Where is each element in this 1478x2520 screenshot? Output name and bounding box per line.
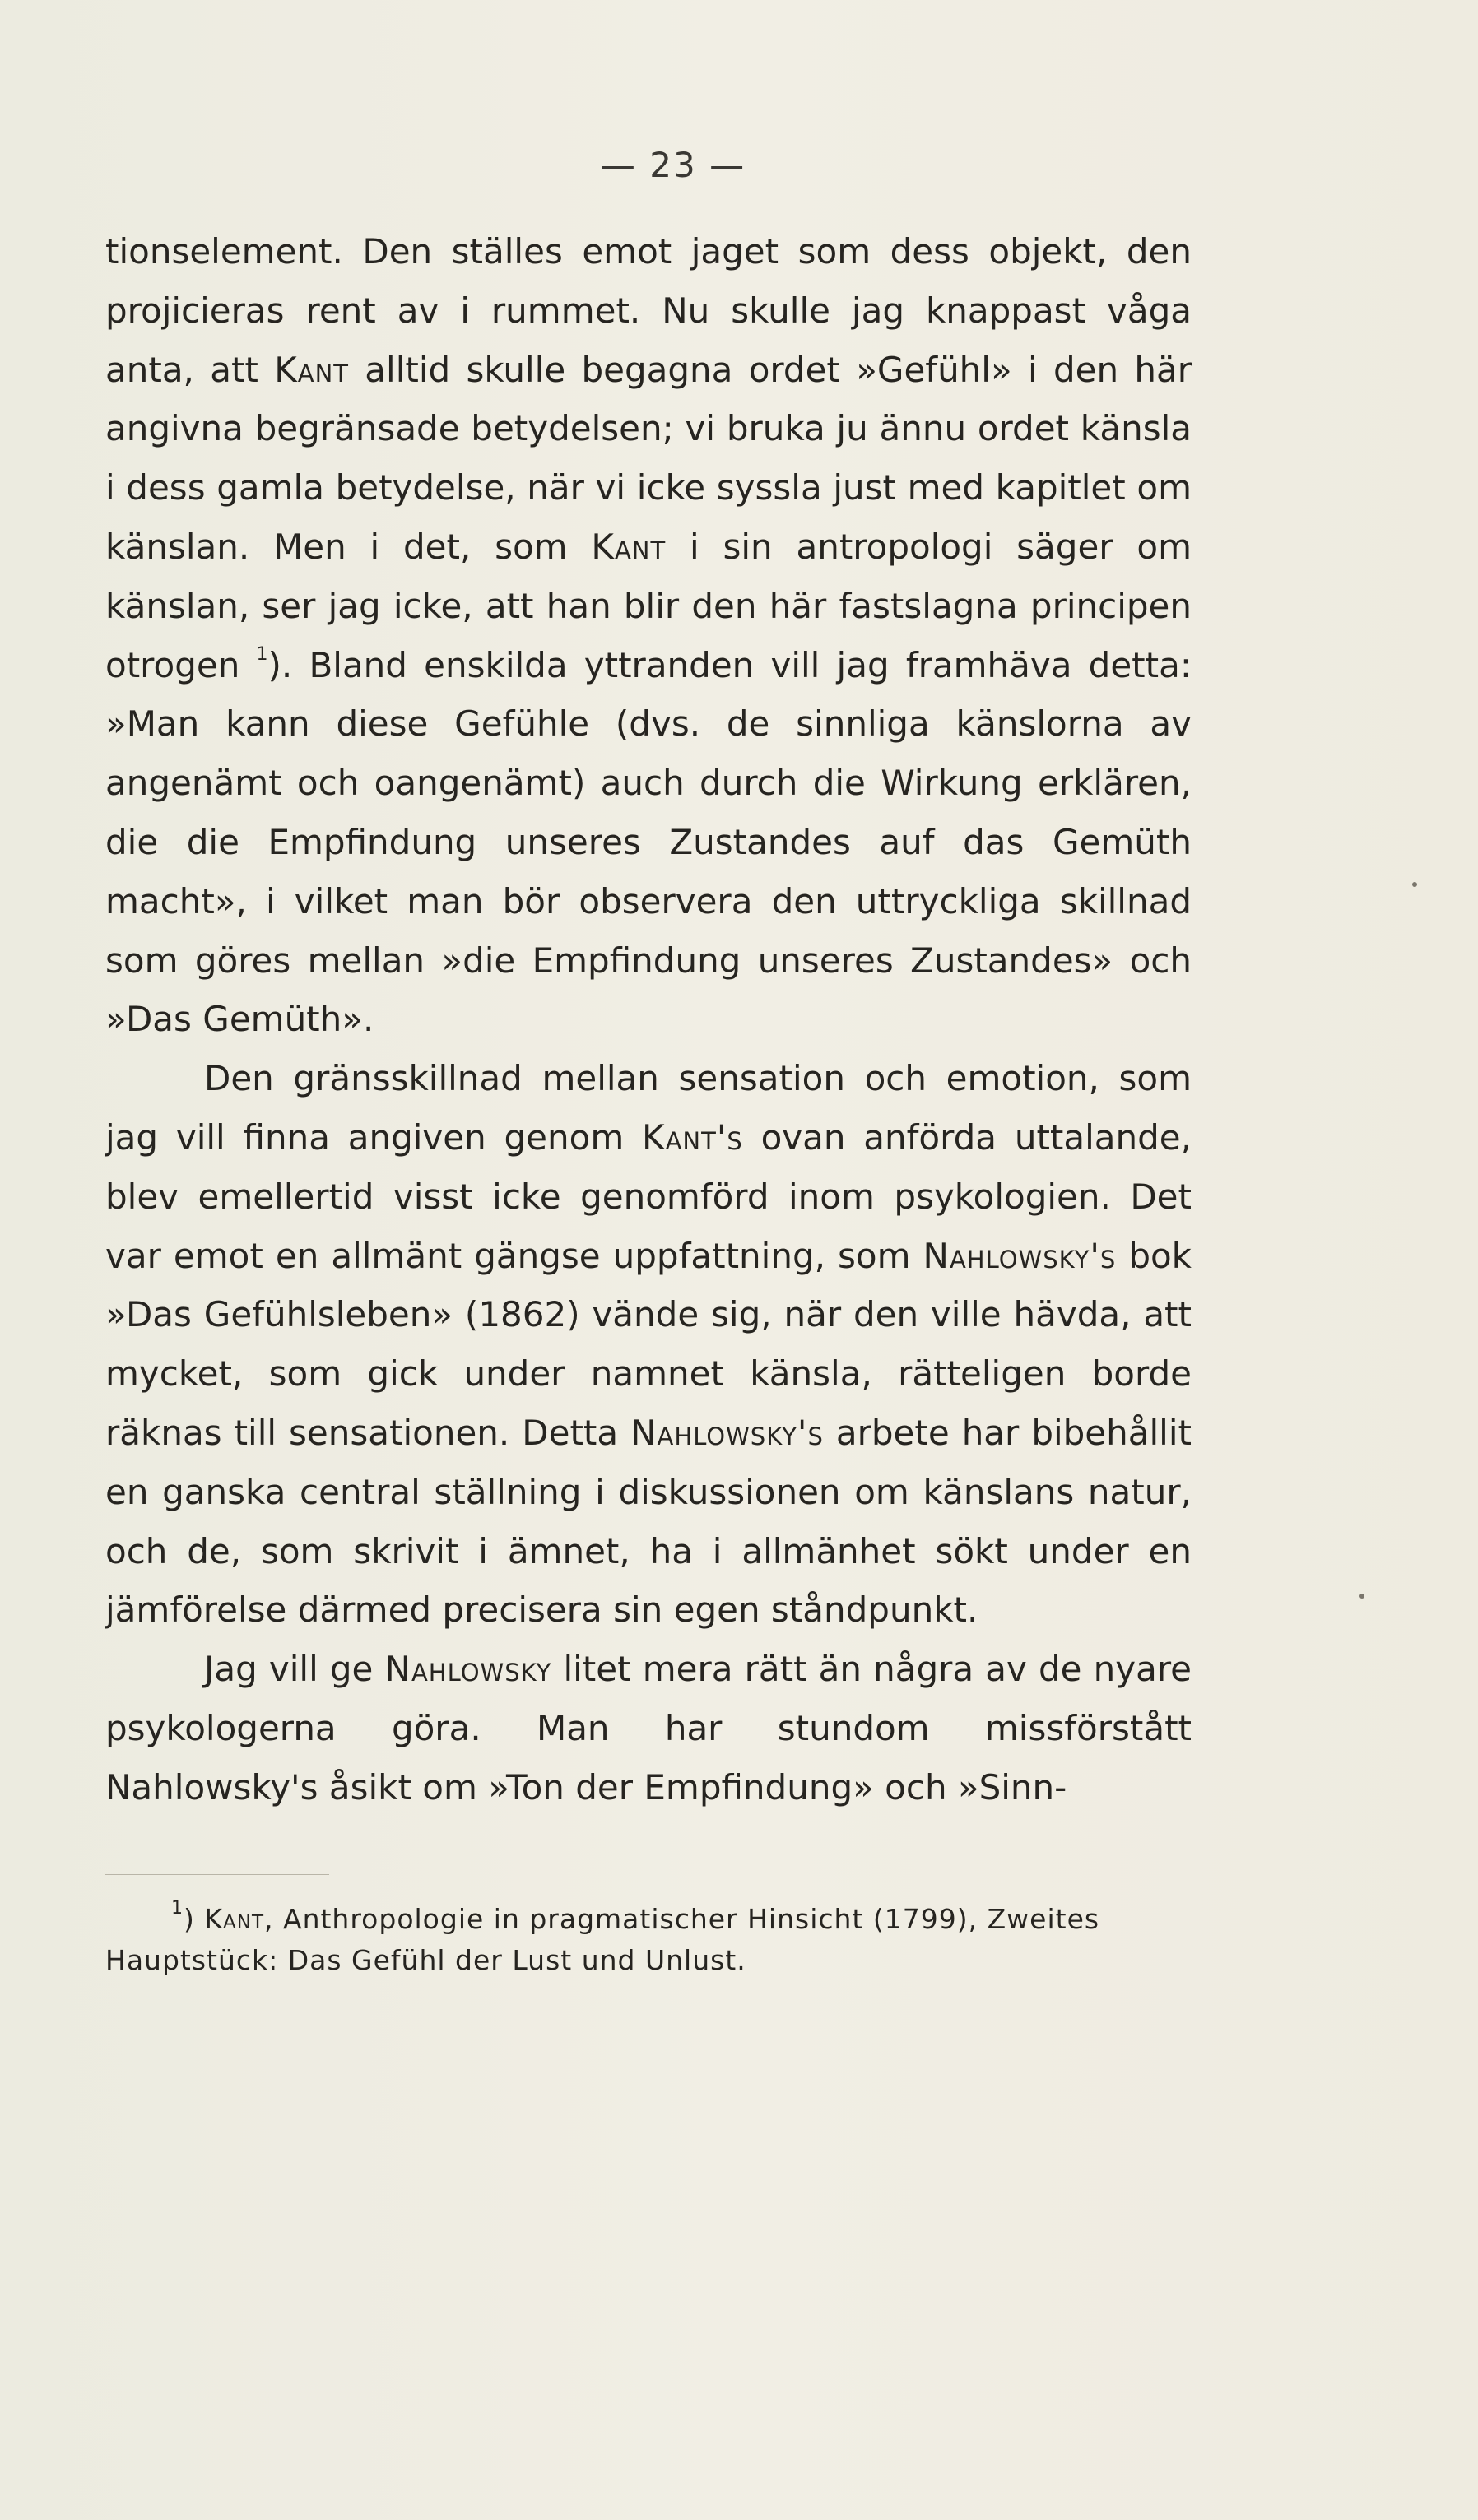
author-name: Nahlowsky — [384, 1649, 552, 1690]
footnote-marker: 1 — [256, 643, 268, 665]
footnote-rule — [105, 1874, 329, 1875]
text-run: ). Bland enskilda yttranden vill jag framhäva detta: »Man kann diese Gefühle (dvs. de sinnliga känslorna av angenämt och oangenämt) auch durch die Wirkung erklären, die die Empfindung unseres Zustandes auf das Gemüth macht», i vilket man bör observera den uttryckliga skillnad som göres mellan »die Empfindung unseres Zustandes» och »Das Gemüth». — [105, 644, 1192, 1040]
author-name: Kant — [204, 1903, 265, 1935]
text-run: Jag vill ge — [204, 1649, 385, 1690]
text-run: ) — [184, 1903, 205, 1935]
text-run: Den gränsskillnad mellan sensation och emotion, som jag vill finna angiven genom — [105, 1058, 1192, 1158]
author-name: Nahlowsky's — [630, 1412, 824, 1453]
author-name: Kant's — [642, 1116, 743, 1158]
footnote-marker: 1 — [171, 1898, 184, 1919]
text-run: litet mera rätt än några av de nyare psykologerna göra. Man har stundom missförstått Nahlowsky's åsikt om »Ton der Empfindung» och »Sinn- — [105, 1649, 1192, 1808]
text-run: bok »Das Gefühlsleben» (1862) vände sig, när den ville hävda, att mycket, som gick under namnet känsla, rätteligen borde räknas till sensationen. Detta — [105, 1235, 1192, 1453]
margin-dot — [1412, 882, 1417, 887]
paragraph — [105, 1640, 1192, 1817]
paragraph — [105, 1049, 1192, 1640]
paragraph — [105, 222, 1192, 1049]
author-name: Nahlowsky's — [923, 1235, 1117, 1276]
text-run: alltid skulle begagna ordet »Gefühl» i den här angivna begränsade betydelsen; vi bruka ju ännu ordet känsla i dess gamla betydelse, när vi icke syssla just med kapitlet om känslan. Men i det, som — [105, 349, 1192, 567]
footnote — [105, 1899, 1192, 1981]
margin-dot — [1359, 1594, 1364, 1599]
text-run: arbete har bibehållit en ganska central ställning i diskussionen om känslans natur, och de, som skrivit i ämnet, ha i allmänhet sökt under en jämförelse därmed precisera sin egen ståndpunkt. — [105, 1412, 1192, 1631]
body-text — [105, 222, 1192, 1817]
page-number: — 23 — — [600, 145, 746, 185]
text-run: ovan anförda uttalande, blev emellertid visst icke genomförd inom psykologien. Det var emot en allmänt gängse uppfattning, som — [105, 1116, 1192, 1276]
author-name: Kant — [591, 526, 667, 567]
text-run: , Anthropologie in pragmatischer Hinsicht (1799), Zweites Hauptstück: Das Gefühl der Lust und Unlust. — [105, 1903, 1100, 1976]
author-name: Kant — [274, 349, 349, 390]
text-run: i sin antropologi säger om känslan, ser jag icke, att han blir den här fastslagna principen otrogen — [105, 526, 1192, 685]
text-run: tionselement. Den ställes emot jaget som dess objekt, den projicieras rent av i rummet. Nu skulle jag knappast våga anta, att — [105, 231, 1192, 390]
